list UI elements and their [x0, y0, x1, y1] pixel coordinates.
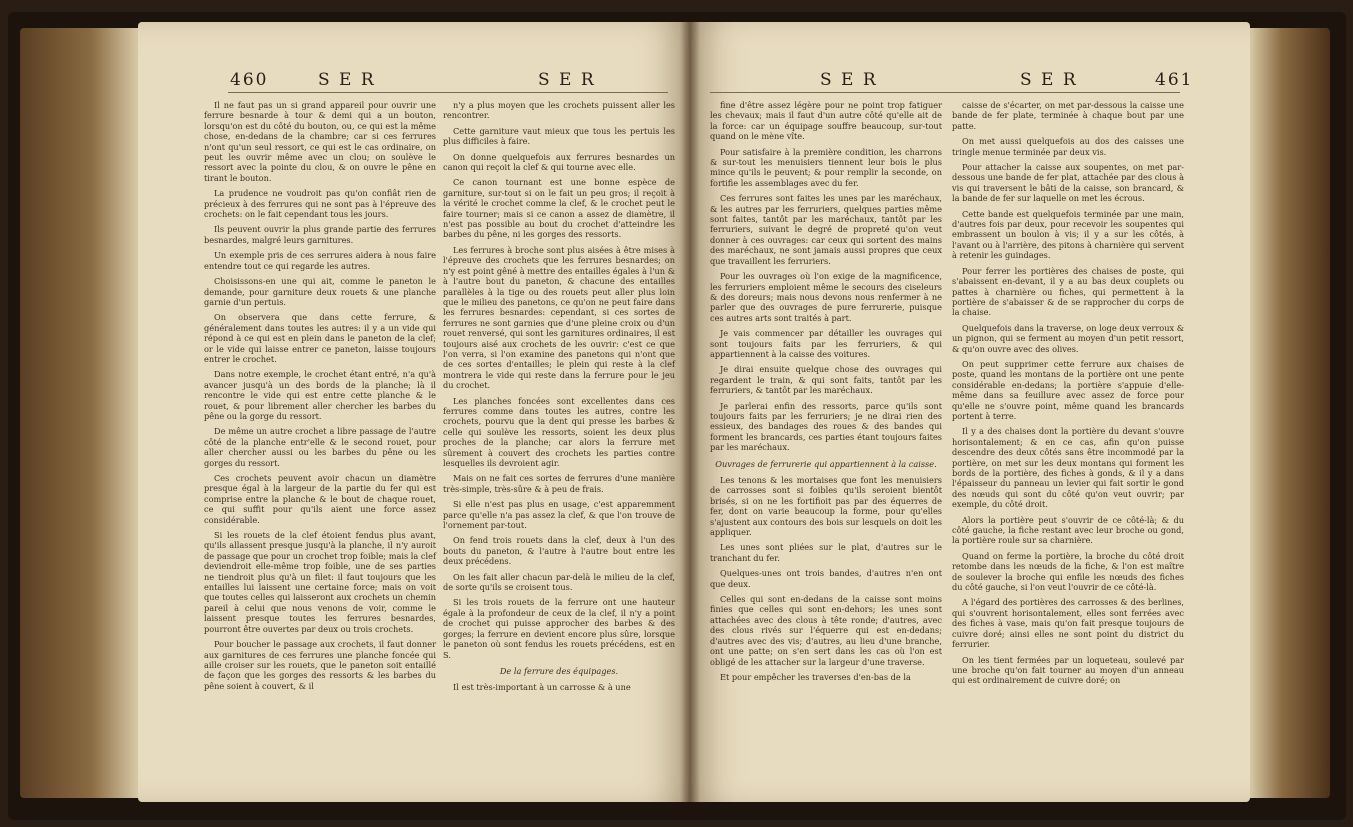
paragraph: A l'égard des portières des carrosses & des berlines, qui s'ouvrent horisontalement, elles sont ferrées avec des fiches à vase, mais qu'on fait presque toujours de cuivre doré; ainsi elles ne sont point du district du ferrurier.: [952, 597, 1184, 650]
paragraph: Pour les ouvrages où l'on exige de la magnificence, les ferruriers emploient même le secours des ciseleurs & des doreurs; mais nous devons nous renfermer à ne parler que des ouvrages de pure ferrurerie, puisque ces autres arts sont traités à part.: [710, 271, 942, 323]
page-stack-right: [1250, 28, 1330, 798]
paragraph: Les tenons & les mortaises que font les menuisiers de carrosses sont si foibles qu'ils seroient bientôt brisés, si on ne les fortifioit pas par des équerres de fer, dont on varie beaucoup la forme, pour qu'elles s'ajustent aux contours des bois sur lesquels on doit les appliquer.: [710, 475, 942, 538]
paragraph: Dans notre exemple, le crochet étant entré, n'a qu'à avancer jusqu'à un des bords de la planche; là il rencontre le vide qui est entre cette planche & le rouet, & pour librement aller chercher les barbes du pêne ou la gorge du ressort.: [204, 369, 436, 421]
paragraph: Ces ferrures sont faites les unes par les maréchaux, & les autres par les ferruriers, quelques parties même sont faites, tantôt par les maréchaux, tantôt par les ferruriers, suivant le degré de propreté qu'on veut donner à ces ouvrages: car ceux qui sortent des mains des maréchaux, ne sont jamais aussi propres que ceux que travaillent les ferruriers.: [710, 193, 942, 266]
paragraph: Les planches foncées sont excellentes dans ces ferrures comme dans toutes les autres, contre les crochets, pourvu que la dent qui presse les barbes & celle qui soulève les ressorts, soient les deux plus proches de la planche; car alors la ferrure met sûrement à couvert des crochets les parties contre lesquelles ils devroient agir.: [443, 395, 675, 468]
paragraph: Choisissons-en une qui ait, comme le paneton le demande, pour garniture deux rouets & une planche garnie d'un pertuis.: [204, 276, 436, 307]
paragraph: Ces crochets peuvent avoir chacun un diamètre presque égal à la largeur de la partie du fer qui est comprise entre la planche & le bout de chaque rouet, ce qui suffit pour qu'ils aient une force assez considérable.: [204, 473, 436, 525]
paragraph: On observera que dans cette ferrure, & généralement dans toutes les autres: il y a un vide qui répond à ce qui est en plein dans le paneton de la clef; or le vide qui laisse entrer ce paneton, laisse toujours entrer le crochet.: [204, 312, 436, 364]
paragraph: Et pour empêcher les traverses d'en-bas de la: [720, 671, 911, 682]
page-stack-left: [20, 28, 138, 798]
paragraph: Pour boucher le passage aux crochets, il faut donner aux garnitures de ces ferrures une planche foncée qui aille croiser sur les rouets, que le paneton soit entaillé de façon que les gorges des ressorts & les barbes du pêne soient à couvert, & il: [204, 639, 436, 691]
right-page: [690, 22, 1250, 802]
left-head-rule: [228, 92, 668, 93]
paragraph: Quelquefois dans la traverse, on loge deux verroux & un pignon, qui se ferment au moyen d'un petit ressort, & qu'on ouvre avec des olives.: [952, 322, 1184, 354]
paragraph: On peut supprimer cette ferrure aux chaises de poste, quand les montans de la portière ont une pente considérable en-dedans; la portière s'appuie d'elle-même dans sa feuillure avec assez de force pour qu'elle ne s'ouvre point, même quand les brancards portent à terre.: [952, 358, 1184, 421]
section-heading: Ouvrages de ferrurerie qui appartiennent à la caisse.: [715, 458, 937, 469]
paragraph: Pour satisfaire à la première condition, les charrons & sur-tout les menuisiers tiennent leur bois le plus mince qu'ils le peuvent; & pour remplir la seconde, on fortifie les assemblages avec du fer.: [710, 146, 942, 188]
paragraph: Si elle n'est pas plus en usage, c'est apparemment parce qu'elle n'a pas assez la clef, & que l'on trouve de l'ornement par-tout.: [443, 499, 675, 531]
right-running-head-1: S E R: [820, 70, 878, 90]
book-gutter: [680, 22, 700, 802]
paragraph: Il est très-important à un carrosse & à une: [453, 682, 631, 693]
paragraph: fine d'être assez légère pour ne point trop fatiguer les chevaux; mais il faut d'un autre côté qu'elle ait de la force: car un équipage souffre beaucoup, sur-tout quand on le mène vîte.: [710, 100, 942, 142]
right-column-1: [710, 100, 942, 687]
section-heading: De la ferrure des équipages.: [499, 665, 619, 676]
paragraph: On met aussi quelquefois au dos des caisses une tringle menue terminée par deux vis.: [952, 136, 1184, 157]
left-column-2: [443, 100, 675, 698]
paragraph: On donne quelquefois aux ferrures besnardes un canon qui reçoit la clef & qui tourne avec elle.: [443, 151, 675, 173]
paragraph: Si les rouets de la clef étoient fendus plus avant, qu'ils allassent presque jusqu'à la planche, il n'y auroit de passage que pour un crochet trop foible; mais la clef deviendroit elle-même trop foible, une de ses parties ne tiendroit plus qu'à un filet: il faut toujours que les entailles lui laissent une certaine force; mais on voit que toutes celles qui laisseront aux crochets un chemin pareil à celui que nous venons de voir, comme le laissent presque toutes les ferrures besnardes, pourront être ouvertes par deux ou trois crochets.: [204, 530, 436, 634]
paragraph: De même un autre crochet a libre passage de l'autre côté de la planche entr'elle & le second rouet, pour aller chercher aussi ou les barbes du pêne ou les gorges du ressort.: [204, 426, 436, 468]
paragraph: Je parlerai enfin des ressorts, parce qu'ils sont toujours faits par les ferruriers; je ne dirai rien des essieux, des bandages des roues & des bandes qui forment les brancards, ces parties étant toujours faites par les maréchaux.: [710, 400, 942, 453]
paragraph: caisse de s'écarter, on met par-dessous la caisse une bande de fer plate, terminée à chaque bout par une patte.: [952, 100, 1184, 131]
paragraph: Pour ferrer les portières des chaises de poste, qui s'abaissent en-devant, il y a au bas deux couplets ou pattes à charnière ou fiches, qui permettent à la portière de s'abaisser & de se rapprocher du corps de la chaise.: [952, 265, 1184, 318]
right-head-rule: [710, 92, 1180, 93]
paragraph: Quand on ferme la portière, la broche du côté droit retombe dans les nœuds de la fiche, & l'on est maître de soulever la broche qui enfile les nœuds des fiches du côté gauche, si l'on veut l'ouvrir de ce côté-là.: [952, 550, 1184, 593]
right-running-head-2: S E R: [1020, 70, 1078, 90]
paragraph: On fend trois rouets dans la clef, deux à l'un des bouts du paneton, & l'autre à l'autre bout entre les deux précédens.: [443, 535, 675, 567]
left-column-1: [204, 100, 436, 696]
paragraph: Je vais commencer par détailler les ouvrages qui sont toujours faits par les ferruriers, & qui appartiennent à la caisse des voitures.: [710, 328, 942, 359]
paragraph: Cette garniture vaut mieux que tous les pertuis les plus difficiles à faire.: [443, 125, 675, 147]
paragraph: Les unes sont pliées sur le plat, d'autres sur le tranchant du fer.: [710, 542, 942, 563]
paragraph: Les ferrures à broche sont plus aisées à être mises à l'épreuve des crochets que les ferrures besnardes; on n'y est point gêné à mettre des entailles égales à l'un & à l'autre bout du paneton, & chacune des entailles parallèles à la tige ou des rouets peut aller plus loin que le milieu des panetons, ce qu'on ne peut faire dans les ferrures besnardes: cependant, si ces sortes de ferrures ne sont garnies que d'une pleine croix ou d'un rouet renversé, qui sont les garnitures ordinaires, il est toujours aisé aux crochets de les ouvrir: c'est ce que l'on verra, si l'on examine des panetons qui n'ont que de ces sortes d'entailles; le plein qui reste à la clef montrera le vide qui reste dans la ferrure pour le jeu du crochet.: [443, 244, 675, 391]
left-page-number: 460: [230, 70, 269, 90]
paragraph: On les tient fermées par un loqueteau, soulevé par une broche qu'on fait tourner au moyen d'un anneau qui est ordinairement de cuivre doré; on: [952, 654, 1184, 686]
paragraph: Je dirai ensuite quelque chose des ouvrages qui regardent le train, & qui sont faits, tantôt par les ferruriers, & tantôt par les maréchaux.: [710, 364, 942, 396]
paragraph: Ce canon tournant est une bonne espèce de garniture, sur-tout si on le fait un peu gros; il reçoit à la vérité le crochet comme la clef, & le crochet peut le faire tourner; mais si ce canon a assez de diamètre, il n'est pas possible au bout du crochet d'atteindre les barbes du pêne, ni les gorges des ressorts.: [443, 177, 675, 240]
paragraph: Mais on ne fait ces sortes de ferrures d'une manière très-simple, très-sûre & à peu de frais.: [443, 473, 675, 494]
paragraph: n'y a plus moyen que les crochets puissent aller les rencontrer.: [443, 100, 675, 121]
left-running-head-1: S E R: [318, 70, 376, 90]
paragraph: Celles qui sont en-dedans de la caisse sont moins finies que celles qui sont en-dehors; les unes sont attachées avec des clous à tête ronde; d'autres, avec des clous rivés sur l'équerre qui est en-dedans; d'autres avec des vis; d'autres, au lieu d'une branche, ont une patte; on s'en sert dans les cas où l'on est obligé de les attacher sur la largeur d'une traverse.: [710, 594, 942, 667]
paragraph: Ils peuvent ouvrir la plus grande partie des ferrures besnardes, malgré leurs garnitures.: [204, 224, 436, 245]
paragraph: La prudence ne voudroit pas qu'on confiât rien de précieux à des ferrures qui ne sont pas à l'épreuve des crochets: on le fait cependant tous les jours.: [204, 188, 436, 220]
paragraph: Pour attacher la caisse aux soupentes, on met par-dessous une bande de fer plat, attachée par des clous à vis qui traversent le bâti de la caisse, son brancard, & la bande de fer sur laquelle on met les écrous.: [952, 162, 1184, 204]
right-page-number: 461: [1155, 70, 1194, 90]
paragraph: Alors la portière peut s'ouvrir de ce côté-là; & du côté gauche, la fiche restant avec leur broche ou gond, la portière roule sur sa charnière.: [952, 514, 1184, 546]
paragraph: On les fait aller chacun par-delà le milieu de la clef, de sorte qu'ils se croisent tous.: [443, 571, 675, 593]
left-running-head-2: S E R: [538, 70, 596, 90]
paragraph: Quelques-unes ont trois bandes, d'autres n'en ont que deux.: [710, 568, 942, 589]
paragraph: Cette bande est quelquefois terminée par une main, d'autres fois par deux, pour recevoir les soupentes qui embrassent un boulon à vis; il y a sur les côtés, à l'avant ou à l'arrière, des pitons à charnière qui servent à retenir les guindages.: [952, 208, 1184, 261]
right-column-2: [952, 100, 1184, 691]
paragraph: Il y a des chaises dont la portière du devant s'ouvre horisontalement; & en ce cas, afin qu'on puisse descendre des deux côtés sans être incommodé par la portière, on met sur les deux montans qui forment les bords de la portière, des fiches à gonds, & il y a dans l'épaisseur du panneau un levier qui fait sortir le gond des nœuds qui sont du côté qu'on veut ouvrir; par exemple, du côté droit.: [952, 426, 1184, 510]
paragraph: Il ne faut pas un si grand appareil pour ouvrir une ferrure besnarde à tour & demi qui a un bouton, lorsqu'on est du côté du bouton, ou, ce qui est la même chose, en-dedans de la chambre; car si ces ferrures n'ont qu'un seul ressort, ce qui est le cas ordinaire, on peut les ouvrir même avec un clou; on soulève le ressort avec la pointe du clou, & on ouvre le pêne en tirant le bouton.: [204, 100, 436, 183]
left-page: [138, 22, 690, 802]
paragraph: Si les trois rouets de la ferrure ont une hauteur égale à la profondeur de ceux de la clef, il n'y a point de crochet qui puisse approcher des barbes & des gorges; la ferrure en devient encore plus sûre, lorsque le paneton où sont fendus les rouets précédens, est en S.: [443, 597, 675, 660]
paragraph: Un exemple pris de ces serrures aidera à nous faire entendre tout ce qui regarde les autres.: [204, 250, 436, 271]
